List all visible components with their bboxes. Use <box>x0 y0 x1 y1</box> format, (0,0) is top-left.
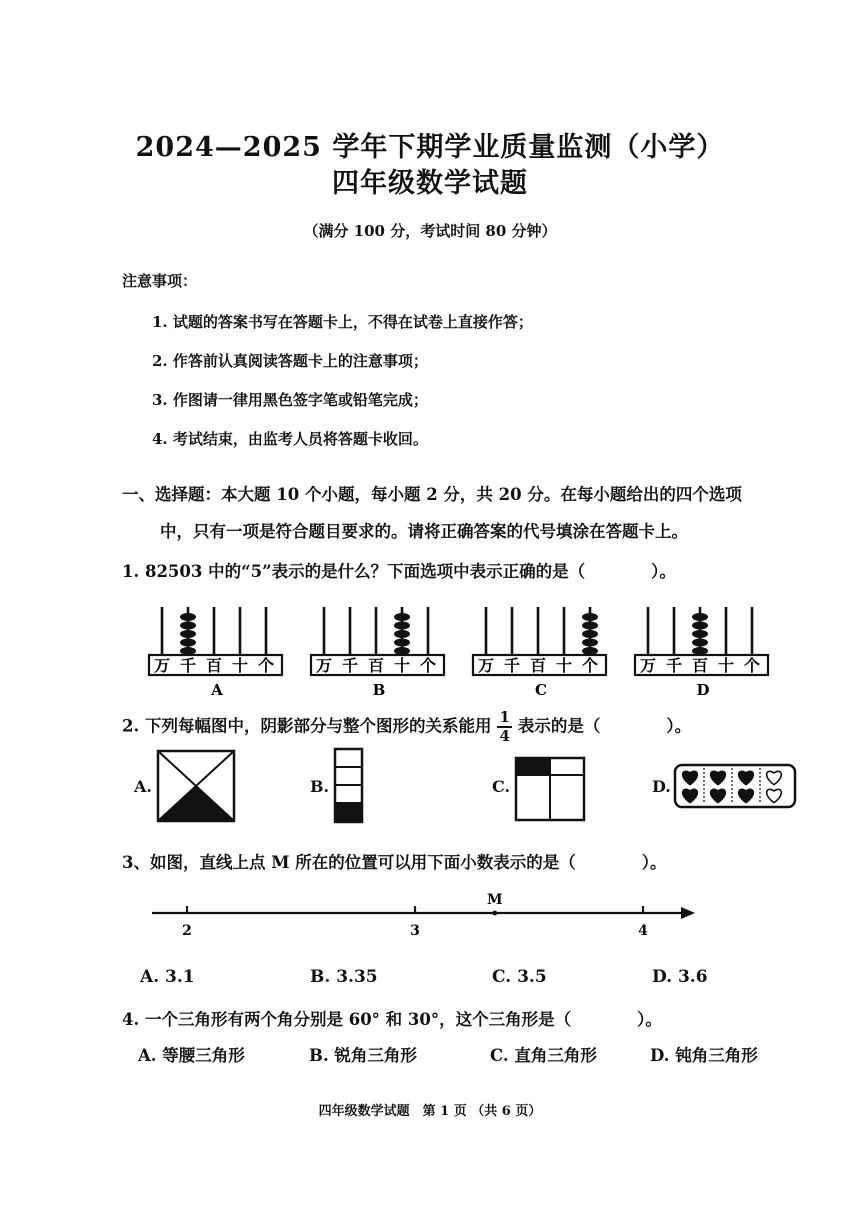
note-item: 3. 作图请一律用黑色签字笔或铅笔完成； <box>152 391 428 409</box>
q4-option-c: C. 直角三角形 <box>490 1046 597 1065</box>
abacus-bead <box>692 622 708 630</box>
abacus-bead <box>692 647 708 655</box>
abacus-bead <box>180 639 196 647</box>
abacus-option-letter: C <box>535 681 547 699</box>
point-m-label: M <box>487 892 503 908</box>
place-label: 万 <box>639 656 657 675</box>
tick-label: 2 <box>182 923 192 939</box>
abacus-bead <box>582 613 598 621</box>
place-label: 十 <box>717 656 735 675</box>
section1-line2: 中，只有一项是符合题目要求的。请将正确答案的代号填涂在答题卡上。 <box>160 522 688 541</box>
abacus-bead <box>394 622 410 630</box>
abacus-bead <box>582 622 598 630</box>
note-item: 4. 考试结束，由监考人员将答题卡收回。 <box>152 430 428 448</box>
q1-stem: 1. 82503 中的“5”表示的是什么？下面选项中表示正确的是（ ）。 <box>122 562 676 581</box>
place-label: 个 <box>581 656 599 675</box>
place-label: 百 <box>691 656 709 675</box>
abacus-bead <box>582 647 598 655</box>
point-m <box>492 911 497 916</box>
q4-option-b: B. 锐角三角形 <box>309 1046 417 1065</box>
abacus-bead <box>692 630 708 638</box>
abacus-bead <box>582 630 598 638</box>
place-label: 千 <box>503 656 521 675</box>
abacus-bead <box>180 630 196 638</box>
abacus-option-a <box>148 605 288 705</box>
notes-heading: 注意事项： <box>122 272 198 290</box>
abacus-bead <box>394 639 410 647</box>
abacus-option-b <box>310 605 450 705</box>
abacus-option-letter: B <box>372 681 386 699</box>
tick-label: 3 <box>410 923 420 939</box>
q2-figure-a <box>157 750 235 822</box>
place-label: 万 <box>315 656 333 675</box>
abacus-option-d <box>634 605 774 705</box>
tick-label: 4 <box>638 923 648 939</box>
abacus-option-letter: D <box>696 681 710 699</box>
abacus-bead <box>394 613 410 621</box>
place-label: 个 <box>257 656 275 675</box>
q2-label-c: C. <box>492 777 511 796</box>
q2-stem-before: 2. 下列每幅图中，阴影部分与整个图形的关系能用 <box>122 716 492 736</box>
abacus-bead <box>180 647 196 655</box>
place-label: 万 <box>477 656 495 675</box>
note-item: 1. 试题的答案书写在答题卡上，不得在试卷上直接作答； <box>152 313 533 331</box>
abacus-option-letter: A <box>211 681 223 699</box>
title-line-2: 四年级数学试题 <box>332 168 528 199</box>
abacus-bead <box>692 639 708 647</box>
place-label: 百 <box>367 656 385 675</box>
q2-stem-after: 表示的是（ ）。 <box>517 716 692 736</box>
q2-label-b: B. <box>310 777 330 796</box>
place-label: 万 <box>153 656 171 675</box>
q4-option-a: A. 等腰三角形 <box>138 1046 245 1065</box>
exam-info: （满分 100 分，考试时间 80 分钟） <box>303 222 557 240</box>
fraction-denominator: 4 <box>499 727 510 745</box>
page-footer: 四年级数学试题 第 1 页 （共 6 页） <box>318 1104 542 1119</box>
q2-label-a: A. <box>134 777 152 796</box>
place-label: 十 <box>393 656 411 675</box>
fraction-numerator: 1 <box>499 708 510 726</box>
q3-option-b: B. 3.35 <box>310 967 378 987</box>
fraction <box>497 710 511 744</box>
q2-label-d: D. <box>652 777 671 796</box>
abacus-bead <box>180 613 196 621</box>
q4-option-d: D. 钝角三角形 <box>650 1046 758 1065</box>
place-label: 千 <box>341 656 359 675</box>
q3-stem: 3、如图，直线上点 M 所在的位置可以用下面小数表示的是（ ）。 <box>122 853 667 872</box>
abacus-bead <box>692 613 708 621</box>
note-item: 2. 作答前认真阅读答题卡上的注意事项； <box>152 352 428 370</box>
q4-stem: 4. 一个三角形有两个角分别是 60° 和 30°，这个三角形是（ ）。 <box>122 1010 662 1029</box>
q2-stem <box>122 710 691 744</box>
q3-number-line <box>150 888 700 948</box>
abacus-bead <box>180 622 196 630</box>
q2-figure-b <box>334 748 364 824</box>
place-label: 百 <box>205 656 223 675</box>
place-label: 个 <box>419 656 437 675</box>
place-label: 千 <box>179 656 197 675</box>
section1-line1: 一、选择题：本大题 10 个小题，每小题 2 分，共 20 分。在每小题给出的四个选项 <box>122 485 742 504</box>
abacus-option-c <box>472 605 612 705</box>
abacus-bead <box>582 639 598 647</box>
place-label: 个 <box>743 656 761 675</box>
place-label: 千 <box>665 656 683 675</box>
title-line-1: 2024—2025 学年下期学业质量监测（小学） <box>135 132 725 163</box>
q2-figure-d <box>674 764 796 808</box>
q3-option-d: D. 3.6 <box>652 967 708 987</box>
abacus-bead <box>394 647 410 655</box>
q2-figure-c <box>515 757 585 821</box>
place-label: 百 <box>529 656 547 675</box>
q3-option-a: A. 3.1 <box>140 967 195 987</box>
place-label: 十 <box>231 656 249 675</box>
q3-option-c: C. 3.5 <box>492 967 547 987</box>
abacus-bead <box>394 630 410 638</box>
place-label: 十 <box>555 656 573 675</box>
